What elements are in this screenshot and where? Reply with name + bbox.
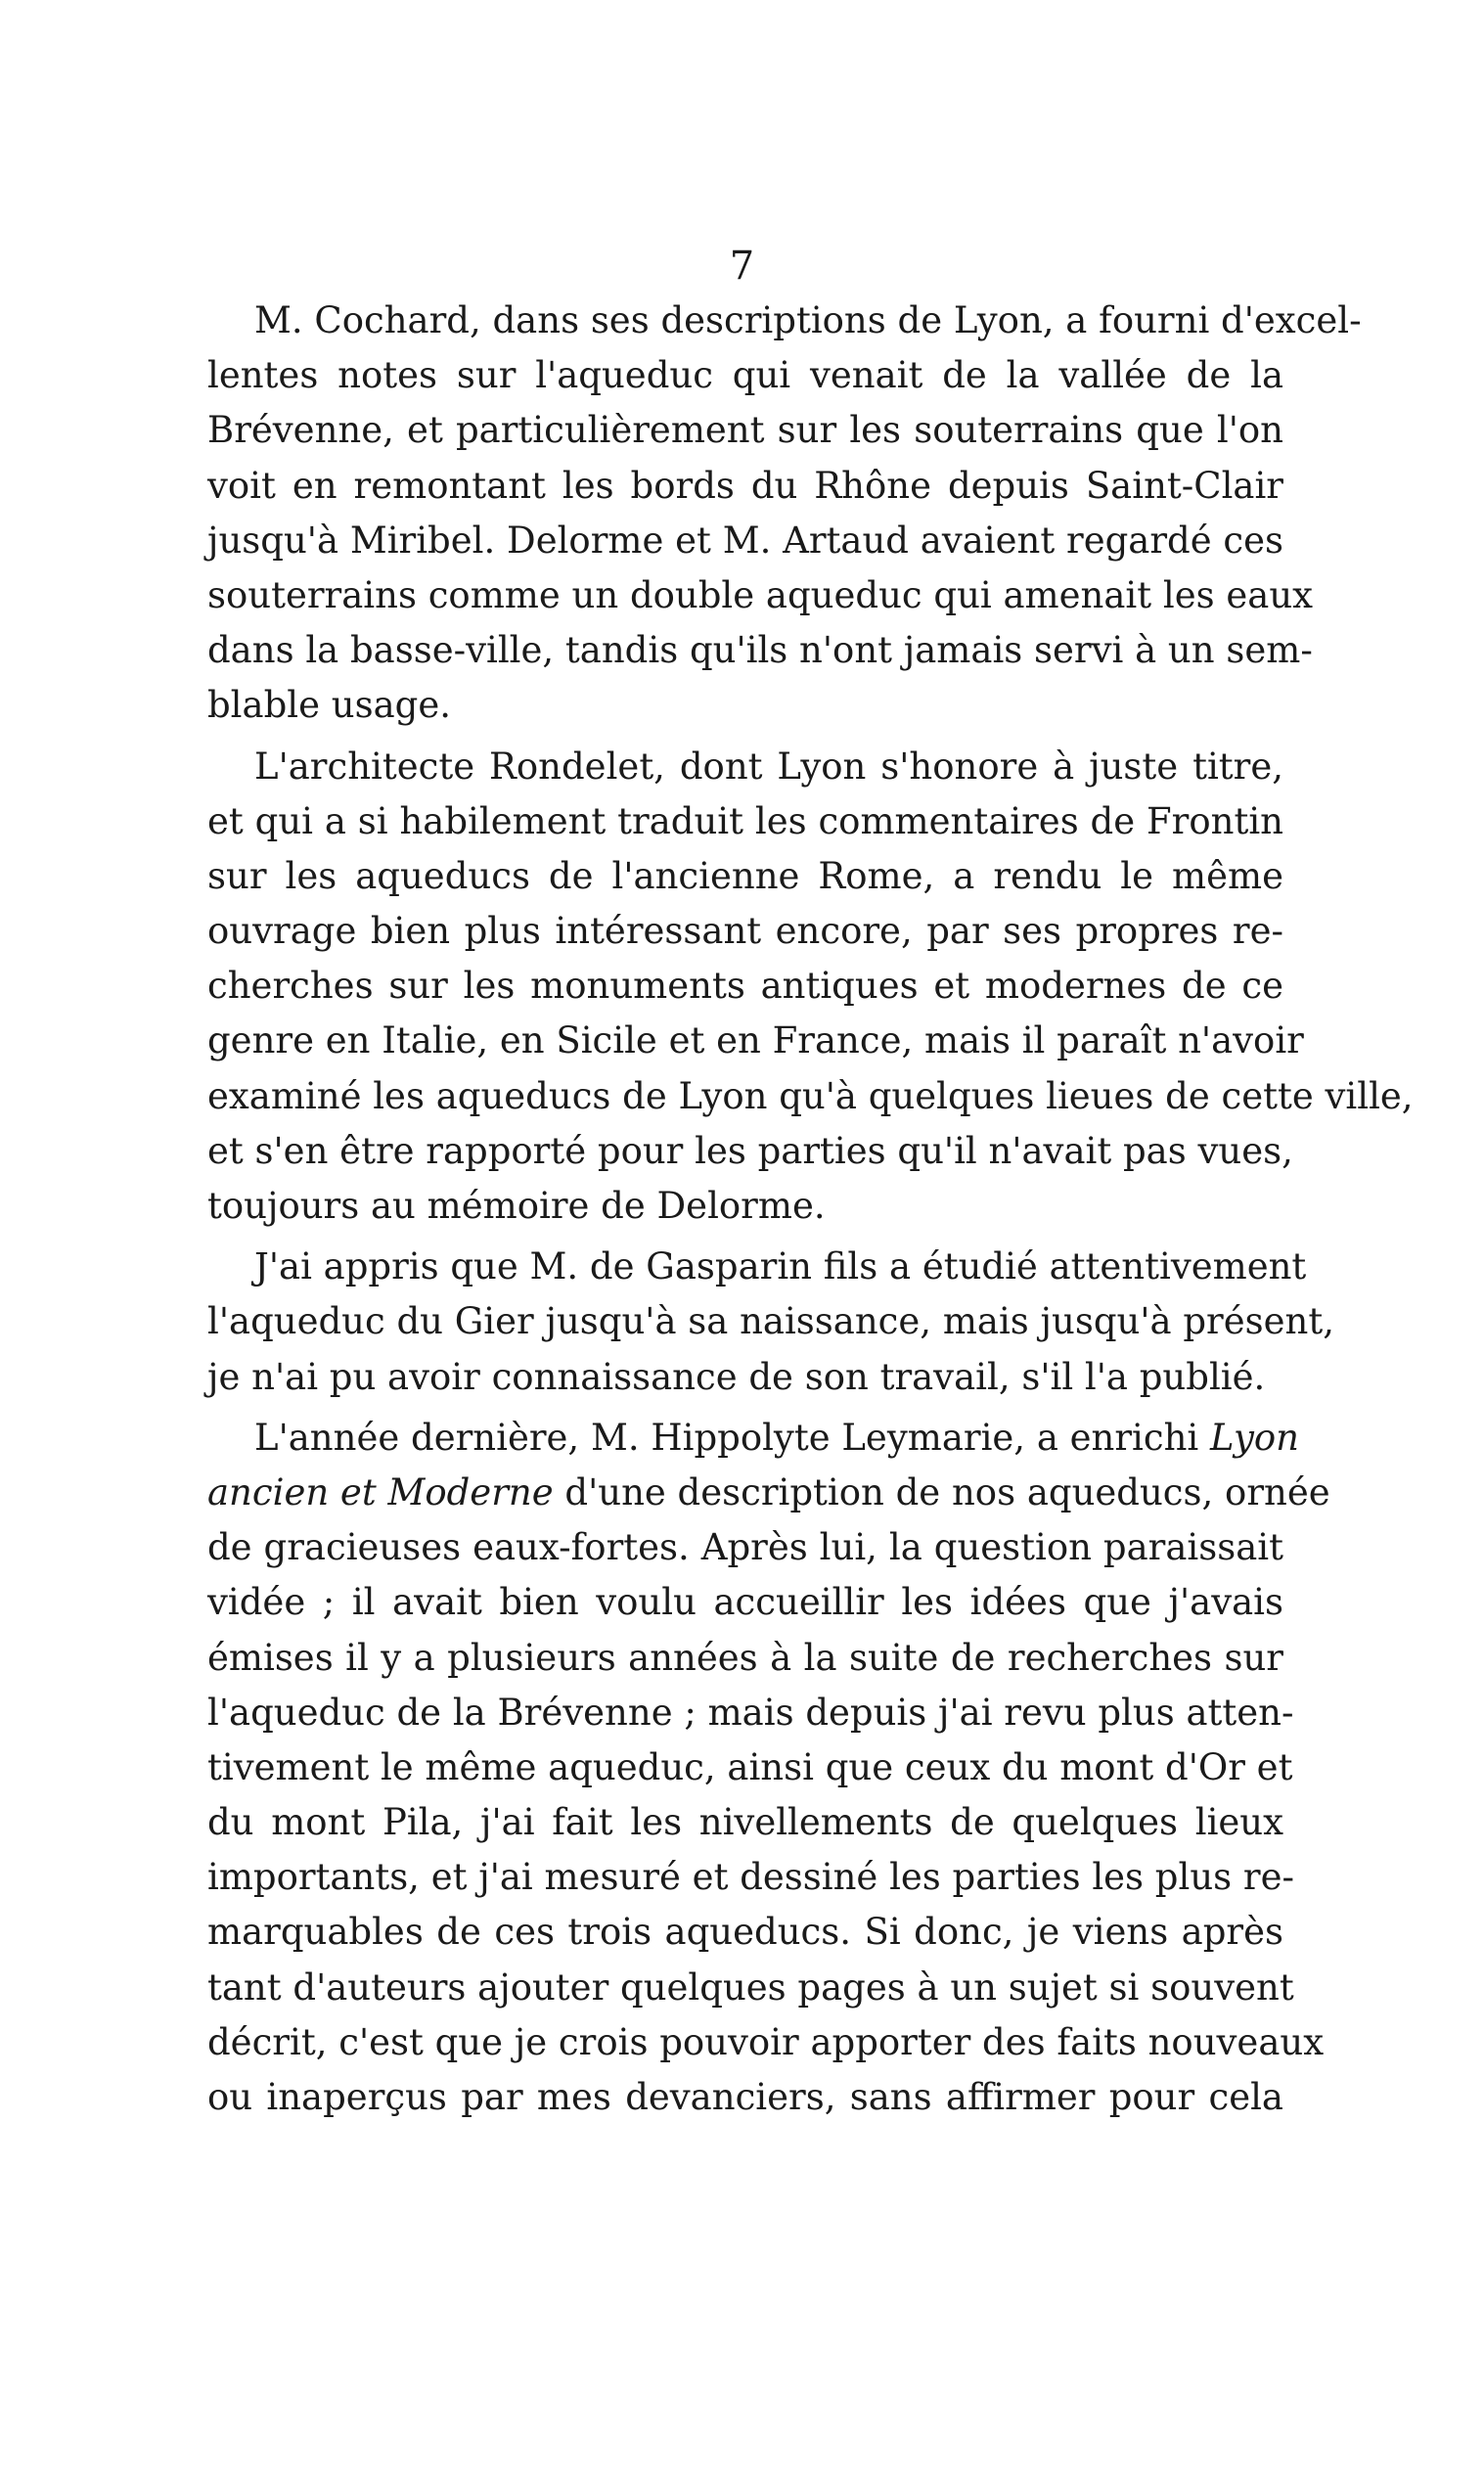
text-line bbox=[207, 1411, 1299, 1466]
text-line: jusqu'à Miribel. Delorme et M. Artaud avaient regardé ces bbox=[207, 519, 1283, 562]
text-line: tivement le même aqueduc, ainsi que ceux du mont d'Or et bbox=[207, 1745, 1293, 1788]
text-line: toujours au mémoire de Delorme. bbox=[207, 1185, 826, 1227]
text-line: ou inaperçus par mes devanciers, sans affirmer pour cela bbox=[207, 2076, 1283, 2118]
text-line bbox=[207, 1466, 1330, 1520]
page-number: 7 bbox=[729, 244, 755, 289]
paragraph bbox=[207, 740, 1414, 1235]
text-line: décrit, c'est que je crois pouvoir apporter des faits nouveaux bbox=[207, 2020, 1325, 2063]
text-line: cherches sur les monuments antiques et modernes de ce bbox=[207, 965, 1283, 1008]
text-line: de gracieuses eaux-fortes. Après lui, la question paraissait bbox=[207, 1526, 1283, 1569]
text-line: ouvrage bien plus intéressant encore, par ses propres re- bbox=[207, 910, 1283, 953]
text-line: sur les aqueducs de l'ancienne Rome, a rendu le même bbox=[207, 854, 1283, 897]
text-line: blable usage. bbox=[207, 684, 451, 727]
text-line: L'architecte Rondelet, dont Lyon s'honore à juste titre, bbox=[254, 745, 1283, 788]
text-line: importants, et j'ai mesuré et dessiné les parties les plus re- bbox=[207, 1856, 1294, 1899]
text-line: l'aqueduc du Gier jusqu'à sa naissance, mais jusqu'à présent, bbox=[207, 1300, 1334, 1343]
text-line: et s'en être rapporté pour les parties qu'il n'avait pas vues, bbox=[207, 1129, 1293, 1172]
text-line: marquables de ces trois aqueducs. Si donc, je viens après bbox=[207, 1911, 1283, 1954]
text-line: M. Cochard, dans ses descriptions de Lyon, a fourni d'excel- bbox=[254, 299, 1362, 341]
body-text bbox=[207, 294, 1414, 2125]
text-line: Brévenne, et particulièrement sur les souterrains que l'on bbox=[207, 409, 1283, 452]
text-line: lentes notes sur l'aqueduc qui venait de la vallée de la bbox=[207, 354, 1283, 397]
text-line: souterrains comme un double aqueduc qui amenait les eaux bbox=[207, 573, 1314, 616]
text-line: voit en remontant les bords du Rhône depuis Saint-Clair bbox=[207, 464, 1283, 507]
paragraph bbox=[207, 294, 1362, 734]
text-line: J'ai appris que M. de Gasparin fils a étudié attentivement bbox=[254, 1245, 1307, 1288]
text-run: d'une description de nos aqueducs, ornée bbox=[553, 1470, 1330, 1513]
text-line: émises il y a plusieurs années à la suite de recherches sur bbox=[207, 1636, 1283, 1679]
text-line: dans la basse-ville, tandis qu'ils n'ont jamais servi à un sem- bbox=[207, 629, 1313, 672]
text-line: et qui a si habilement traduit les commentaires de Frontin bbox=[207, 799, 1283, 842]
text-line: genre en Italie, en Sicile et en France, mais il paraît n'avoir bbox=[207, 1019, 1304, 1062]
text-line: du mont Pila, j'ai fait les nivellements de quelques lieux bbox=[207, 1801, 1283, 1844]
italic-title: ancien et Moderne bbox=[207, 1470, 554, 1513]
paragraph bbox=[207, 1240, 1334, 1405]
text-line: vidée ; il avait bien voulu accueillir les idées que j'avais bbox=[207, 1581, 1283, 1624]
text-line: tant d'auteurs ajouter quelques pages à un sujet si souvent bbox=[207, 1965, 1294, 2009]
text-line: je n'ai pu avoir connaissance de son travail, s'il l'a publié. bbox=[207, 1355, 1266, 1398]
text-run: L'année dernière, M. Hippolyte Leymarie, a enrichi bbox=[254, 1416, 1211, 1459]
paragraph bbox=[207, 1411, 1330, 2125]
text-line: l'aqueduc de la Brévenne ; mais depuis j'ai revu plus atten- bbox=[207, 1691, 1294, 1734]
text-line: examiné les aqueducs de Lyon qu'à quelques lieues de cette ville, bbox=[207, 1074, 1414, 1117]
italic-title: Lyon bbox=[1210, 1416, 1299, 1459]
